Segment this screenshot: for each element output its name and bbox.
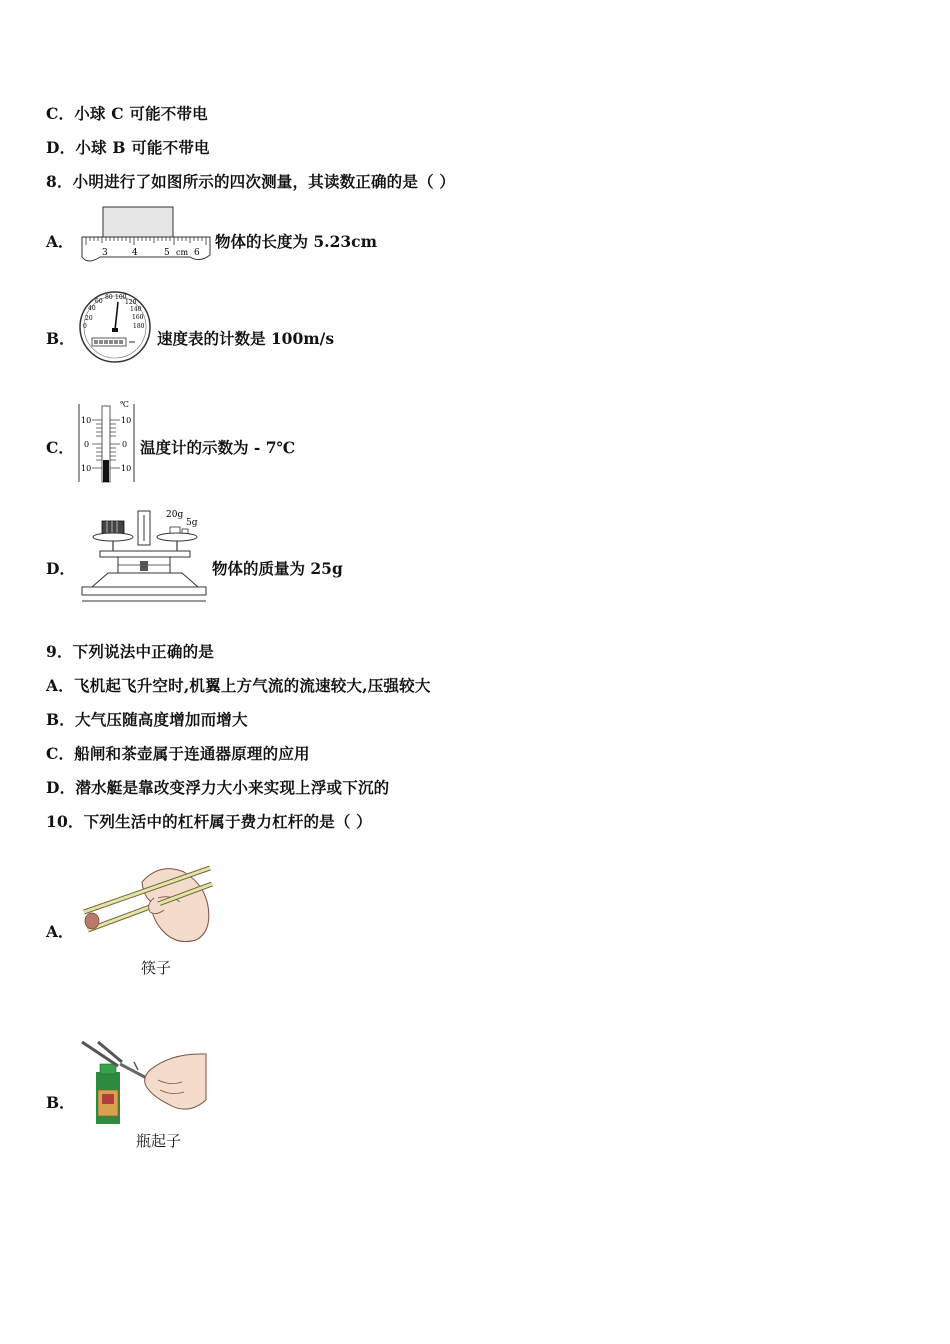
- q9-option-c: C．船闸和茶壶属于连通器原理的应用: [46, 744, 310, 763]
- speed-tick-180: 180: [133, 323, 145, 330]
- ruler-unit: cm: [176, 248, 189, 257]
- speed-tick-100: 100: [115, 294, 127, 301]
- ruler-tick-5: 5: [164, 248, 170, 258]
- speed-tick-60: 60: [95, 298, 103, 305]
- bottle-opener-icon: [80, 1040, 208, 1124]
- weight-5g: 5g: [186, 518, 198, 528]
- q9-option-d: D．潜水艇是靠改变浮力大小来实现上浮或下沉的: [46, 778, 390, 797]
- bottle-opener-label: 瓶起子: [136, 1132, 182, 1150]
- ruler-tick-6: 6: [194, 248, 200, 258]
- speedometer-icon: [77, 290, 155, 366]
- q8-option-c-letter: C．: [46, 438, 74, 457]
- q8-option-a-letter: A．: [46, 232, 74, 251]
- q10-stem: 10．下列生活中的杠杆属于费力杠杆的是（ ）: [46, 812, 372, 831]
- q9-option-a: A．飞机起飞升空时,机翼上方气流的流速较大,压强较大: [46, 676, 431, 695]
- q9-stem: 9．下列说法中正确的是: [46, 642, 214, 661]
- speed-tick-80: 80: [105, 294, 113, 301]
- q8-option-b-caption: 速度表的计数是 100m/s: [157, 329, 335, 348]
- q8-option-d-caption: 物体的质量为 25g: [212, 559, 343, 578]
- ruler-tick-3: 3: [102, 248, 108, 258]
- thermo-tick-right-10-top: 10: [121, 416, 132, 425]
- q10-option-a-letter: A．: [46, 922, 74, 941]
- q8-option-c-caption: 温度计的示数为 - 7℃: [140, 438, 296, 457]
- q8-option-d-letter: D．: [46, 559, 75, 578]
- chopsticks-label: 筷子: [141, 959, 172, 977]
- balance-scale-icon: [78, 505, 208, 605]
- q8-option-b-letter: B．: [46, 329, 75, 348]
- speed-tick-140: 140: [130, 306, 142, 313]
- thermo-tick-left-0: 0: [84, 440, 90, 449]
- q7-option-d: D．小球 B 可能不带电: [46, 138, 210, 157]
- ruler-icon: [80, 205, 212, 267]
- speed-tick-160: 160: [132, 314, 144, 321]
- q10-option-b-letter: B．: [46, 1093, 75, 1112]
- speed-tick-20: 20: [85, 315, 93, 322]
- weight-20g: 20g: [166, 510, 184, 520]
- q8-option-a-caption: 物体的长度为 5.23cm: [215, 232, 377, 251]
- speed-tick-120: 120: [125, 299, 137, 306]
- thermometer-icon: [76, 398, 138, 486]
- thermo-tick-left-10-bottom: 10: [81, 464, 92, 473]
- chopsticks-icon: [80, 858, 216, 948]
- q8-stem: 8．小明进行了如图所示的四次测量，其读数正确的是（ ）: [46, 172, 456, 191]
- svg-text:0: 0: [83, 323, 87, 330]
- ruler-tick-4: 4: [132, 248, 138, 258]
- speed-tick-40: 40: [88, 305, 96, 312]
- q9-option-b: B．大气压随高度增加而增大: [46, 710, 248, 729]
- thermo-unit: ℃: [120, 400, 129, 409]
- thermo-tick-left-10-top: 10: [81, 416, 92, 425]
- thermo-tick-right-10-bottom: 10: [121, 464, 132, 473]
- thermo-tick-right-0: 0: [122, 440, 128, 449]
- q7-option-c: C．小球 C 可能不带电: [46, 104, 208, 123]
